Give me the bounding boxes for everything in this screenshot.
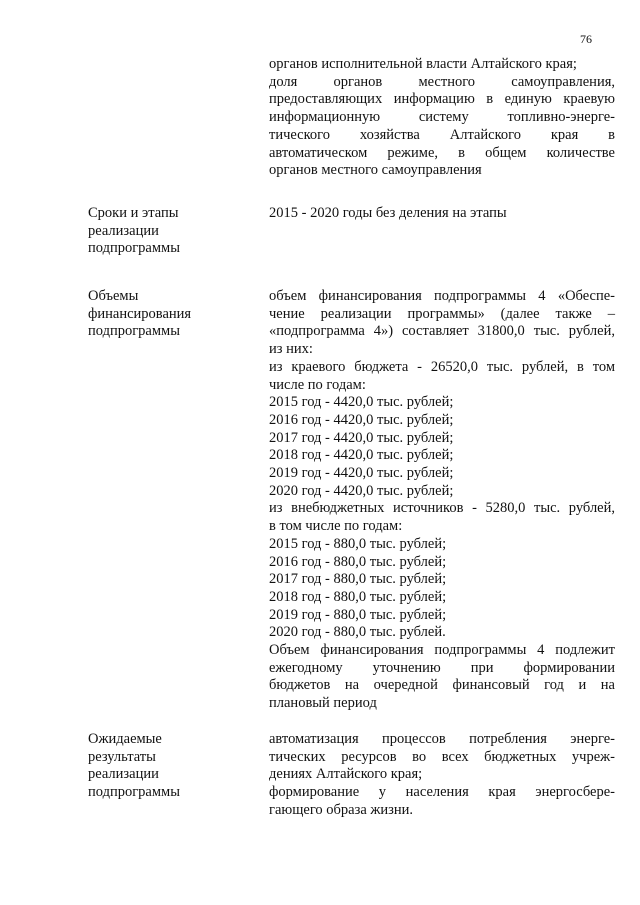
text-line: «подпрограмма 4») составляет 31800,0 тыс. рублей, bbox=[269, 323, 615, 340]
text-line: 2017 год - 4420,0 тыс. рублей; bbox=[269, 429, 454, 446]
label-line: подпрограммы bbox=[88, 784, 180, 801]
text-line: доля органов местного самоуправления, bbox=[269, 73, 615, 90]
text-line: 2017 год - 880,0 тыс. рублей; bbox=[269, 571, 447, 588]
funding-text bbox=[269, 288, 615, 713]
text-line: Объем финансирования подпрограммы 4 подлежит bbox=[269, 642, 615, 659]
label-line: финансирования bbox=[88, 305, 192, 322]
text-line: предоставляющих информацию в единую краевую bbox=[269, 91, 615, 108]
text-line: числе по годам: bbox=[269, 376, 366, 393]
text-line: тических ресурсов во всех бюджетных учреж- bbox=[269, 748, 615, 765]
text-line: объем финансирования подпрограммы 4 «Обеспе- bbox=[269, 288, 615, 304]
label-line: реализации bbox=[88, 222, 159, 239]
text-line: 2018 год - 880,0 тыс. рублей; bbox=[269, 588, 447, 605]
label-line: Ожидаемые bbox=[88, 731, 162, 747]
text-line: органов местного самоуправления bbox=[269, 162, 482, 179]
text-line: в том числе по годам: bbox=[269, 518, 403, 535]
text-line: формирование у населения края энергосбере- bbox=[269, 784, 615, 801]
results-text bbox=[269, 731, 615, 820]
text-line: 2019 год - 880,0 тыс. рублей; bbox=[269, 606, 447, 623]
text-line: информационную систему топливно-энерге- bbox=[269, 109, 615, 126]
label-line: Объемы bbox=[88, 288, 139, 304]
text-line: из краевого бюджета - 26520,0 тыс. рублей, в том bbox=[269, 358, 615, 375]
text-line: бюджетов на очередной финансовый год и на bbox=[269, 677, 615, 694]
text-line: 2016 год - 4420,0 тыс. рублей; bbox=[269, 411, 454, 428]
text-line: 2015 год - 880,0 тыс. рублей; bbox=[269, 535, 447, 552]
continuation-text bbox=[269, 56, 615, 180]
text-line: 2015 год - 4420,0 тыс. рублей; bbox=[269, 394, 454, 411]
text-line: тического хозяйства Алтайского края в bbox=[269, 126, 615, 143]
text-line: автоматическом режиме, в общем количестве bbox=[269, 144, 615, 161]
text-line: ежегодному уточнению при формировании bbox=[269, 659, 615, 676]
results-label bbox=[88, 731, 248, 802]
terms-label bbox=[88, 205, 248, 258]
label-line: подпрограммы bbox=[88, 240, 180, 257]
text-line: из внебюджетных источников - 5280,0 тыс. рублей, bbox=[269, 500, 615, 517]
text-line: гающего образа жизни. bbox=[269, 801, 414, 818]
terms-text bbox=[269, 205, 615, 223]
text-line: чение реализации программы» (далее также – bbox=[269, 305, 615, 322]
text-line: 2020 год - 4420,0 тыс. рублей; bbox=[269, 482, 454, 499]
label-line: Сроки и этапы bbox=[88, 205, 179, 221]
text-line: из них: bbox=[269, 341, 313, 358]
text-line: 2020 год - 880,0 тыс. рублей. bbox=[269, 624, 446, 641]
text-line: 2019 год - 4420,0 тыс. рублей; bbox=[269, 465, 454, 482]
label-line: реализации bbox=[88, 766, 159, 783]
funding-label bbox=[88, 288, 248, 341]
text-line: 2016 год - 880,0 тыс. рублей; bbox=[269, 553, 447, 570]
text-line: автоматизация процессов потребления энерге- bbox=[269, 731, 615, 747]
text-line: дениях Алтайского края; bbox=[269, 766, 423, 783]
text-line: плановый период bbox=[269, 695, 377, 712]
text-line: 2015 - 2020 годы без деления на этапы bbox=[269, 205, 507, 221]
page-number: 76 bbox=[580, 32, 592, 46]
text-line: органов исполнительной власти Алтайского края; bbox=[269, 56, 577, 72]
text-line: 2018 год - 4420,0 тыс. рублей; bbox=[269, 447, 454, 464]
label-line: подпрограммы bbox=[88, 323, 180, 340]
label-line: результаты bbox=[88, 748, 156, 765]
